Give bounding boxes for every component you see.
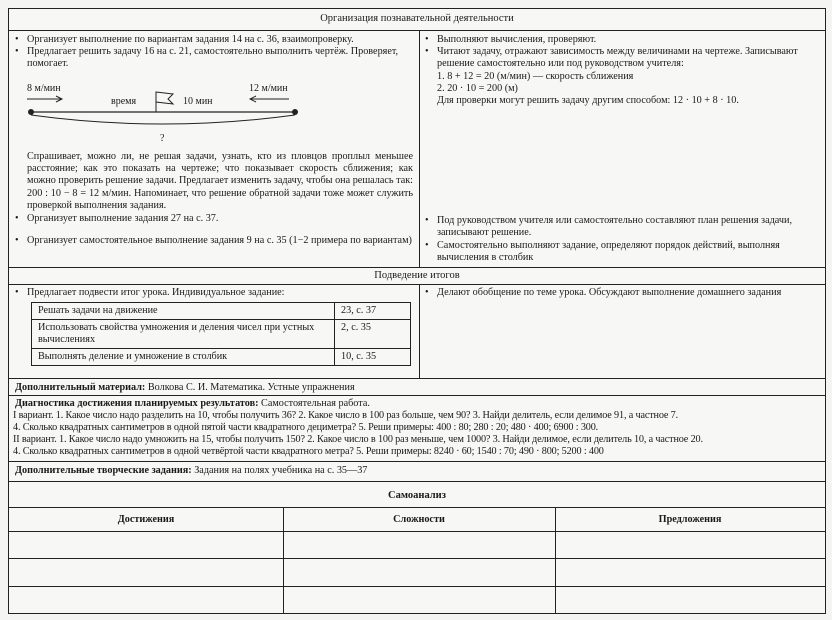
teacher-item-3: • Организует выполнение задания 27 на с. 37. — [15, 213, 219, 224]
unknown-distance-label: ? — [160, 133, 165, 144]
extra-material-label: Дополнительный материал: — [15, 382, 146, 393]
column-header-suggestions: Предложения — [658, 514, 722, 525]
section-title-org: Организация познавательной деятельности — [320, 13, 514, 24]
time-value-label: 10 мин — [183, 96, 213, 107]
task-name: Выполнять деление и умножение в столбик — [32, 349, 335, 366]
variant-1-line-2: 4. Сколько квадратных сантиметров в одной пятой части квадратного дециметра? 5. Реши примеры: 400 : 80; 280 : 20; 480 · 400; 6900 : 300. — [13, 422, 599, 433]
student-item-4: • Самостоятельно выполняют задание, определяют порядок действий, выполняя вычисления в столбик — [425, 240, 780, 264]
column-header-difficulties: Сложности — [393, 514, 445, 525]
variant-2-line-2: 4. Сколько квадратных сантиметров в одной четвёртой части квадратного метра? 5. Реши примеры: 8240 · 60; 1540 : 70; 490 · 800; 5200 : 400 — [13, 446, 604, 457]
solution-line-1: 1. 8 + 12 = 20 (м/мин) — скорость сближения — [437, 71, 634, 82]
extra-material-text: Волкова С. И. Математика. Устные упражнения — [147, 382, 355, 393]
creative-tasks — [15, 465, 821, 477]
individual-tasks-table — [31, 302, 411, 366]
column-header-achievements: Достижения — [117, 514, 175, 525]
task-ref: 10, с. 35 — [335, 349, 411, 366]
student-item-1: • Выполняют вычисления, проверяют. — [425, 34, 597, 45]
flag-icon — [156, 92, 173, 112]
time-label: время — [111, 96, 137, 107]
table-row — [32, 320, 411, 349]
table-row — [32, 349, 411, 366]
motion-diagram — [13, 77, 415, 149]
variant-2-line-1: II вариант. 1. Какое число надо умножить на 15, чтобы получить 150? 2. Какое число в 100 раз меньше, чем 1000? 3. Найди делимое, если делитель 10, а частное 20. — [13, 434, 703, 445]
solution-check-line: Для проверки могут решить задачу другим способом: 12 · 10 + 8 · 10. — [437, 95, 739, 106]
task-name: Использовать свойства умножения и деления чисел при устных вычислениях — [32, 320, 335, 349]
right-speed-label: 12 м/мин — [249, 83, 288, 94]
teacher-item-1: • Организует выполнение по вариантам задания 14 на с. 36, взаимопроверку. — [15, 34, 354, 45]
creative-tasks-label: Дополнительные творческие задания: — [15, 465, 192, 476]
summary-teacher-intro: • Предлагает подвести итог урока. Индивидуальное задание: — [15, 287, 285, 298]
teacher-paragraph: Спрашивает, можно ли, не решая задачи, узнать, кто из пловцов проплыл меньшее расстояние; как это показать на чертеже; что показывает скорость сближения; как можно проверить решение задачи. Предлагает изменить задачу, чтобы она решалась так: 200 : 10 − 8 = 12 м/мин. Напоминает, что решение обратной задачи тоже может служить проверкой выполнения задания. — [27, 151, 413, 211]
student-item-2: • Читают задачу, отражают зависимость между величинами на чертеже. Записывают решение самостоятельно или под руководством учителя: — [425, 46, 798, 70]
diagnostics-text: Самостоятельная работа. — [261, 398, 370, 409]
task-ref: 23, с. 37 — [335, 303, 411, 320]
task-ref: 2, с. 35 — [335, 320, 411, 349]
task-name: Решать задачи на движение — [32, 303, 335, 320]
teacher-item-2: • Предлагает решить задачу 16 на с. 21, самостоятельно выполнить чертёж. Проверяет, помогает. — [15, 46, 399, 70]
section-title-summary: Подведение итогов — [374, 270, 460, 281]
left-speed-label: 8 м/мин — [27, 83, 61, 94]
lesson-plan-page — [8, 8, 826, 614]
creative-tasks-text: Задания на полях учебника на с. 35—37 — [194, 465, 368, 476]
diagnostics-heading — [15, 398, 821, 410]
table-row — [32, 303, 411, 320]
summary-student-item: • Делают обобщение по теме урока. Обсуждают выполнение домашнего задания — [425, 287, 782, 298]
self-analysis-title: Самоанализ — [388, 490, 446, 501]
diagnostics-label: Диагностика достижения планируемых результатов: — [15, 398, 259, 409]
variant-1-line-1: I вариант. 1. Какое число надо разделить на 10, чтобы получить 36? 2. Какое число в 100 раз больше, чем 90? 3. Найди делитель, если делимое 91, а частное 7. — [13, 410, 679, 421]
teacher-item-4: • Организует самостоятельное выполнение задания 9 на с. 35 (1−2 примера по вариантам) — [15, 235, 412, 246]
extra-material — [15, 382, 821, 394]
student-item-3: • Под руководством учителя или самостоятельно составляют план решения задачи, записывают решение. — [425, 215, 793, 239]
solution-line-2: 2. 20 · 10 = 200 (м) — [437, 83, 518, 94]
